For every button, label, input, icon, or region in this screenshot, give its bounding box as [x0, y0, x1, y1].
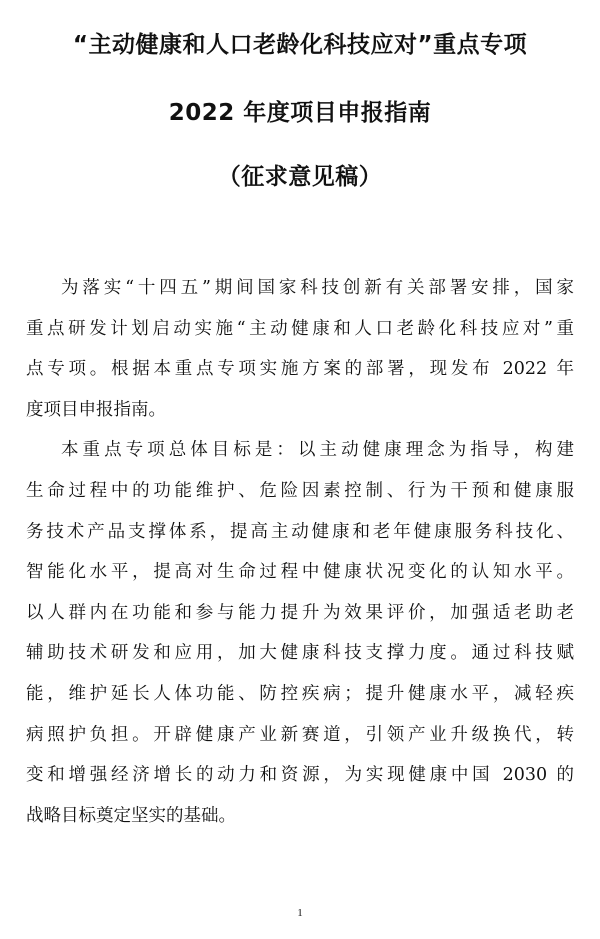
paragraph-line: 辅助技术研发和应用，加大健康科技支撑力度。通过科技赋 — [26, 643, 574, 664]
paragraph-line: 变和增强经济增长的动力和资源，为实现健康中国 2030 的 — [26, 765, 574, 786]
paragraph-goals — [26, 430, 574, 836]
paragraph-line: 务技术产品支撑体系，提高主动健康和老年健康服务科技化、 — [26, 521, 574, 542]
document-body — [26, 268, 574, 836]
paragraph-intro — [26, 268, 574, 430]
document-title-line-2: 2022 年度项目申报指南 — [168, 100, 432, 126]
paragraph-line: 点专项。根据本重点专项实施方案的部署，现发布 2022 年 — [26, 359, 574, 380]
paragraph-line: 本重点专项总体目标是：以主动健康理念为指导，构建 — [61, 440, 574, 461]
page-number: 1 — [297, 907, 303, 919]
paragraph-line: 为落实“十四五”期间国家科技创新有关部署安排，国家 — [61, 278, 574, 298]
paragraph-line: 以人群内在功能和参与能力提升为效果评价，加强适老助老 — [26, 602, 574, 623]
paragraph-line: 生命过程中的功能维护、危险因素控制、行为干预和健康服 — [26, 480, 574, 501]
paragraph-line: 智能化水平，提高对生命过程中健康状况变化的认知水平。 — [26, 562, 574, 583]
paragraph-line: 病照护负担。开辟健康产业新赛道，引领产业升级换代，转 — [26, 724, 574, 745]
document-title-line-3: （征求意见稿） — [217, 164, 383, 190]
paragraph-line: 能，维护延长人体功能、防控疾病；提升健康水平，减轻疾 — [26, 683, 574, 704]
paragraph-line: 重点研发计划启动实施“主动健康和人口老龄化科技应对”重 — [26, 318, 574, 339]
paragraph-line: 战略目标奠定坚实的基础。 — [26, 805, 236, 826]
document-title-line-1: “主动健康和人口老龄化科技应对”重点专项 — [72, 32, 528, 58]
paragraph-line: 度项目申报指南。 — [26, 399, 166, 420]
